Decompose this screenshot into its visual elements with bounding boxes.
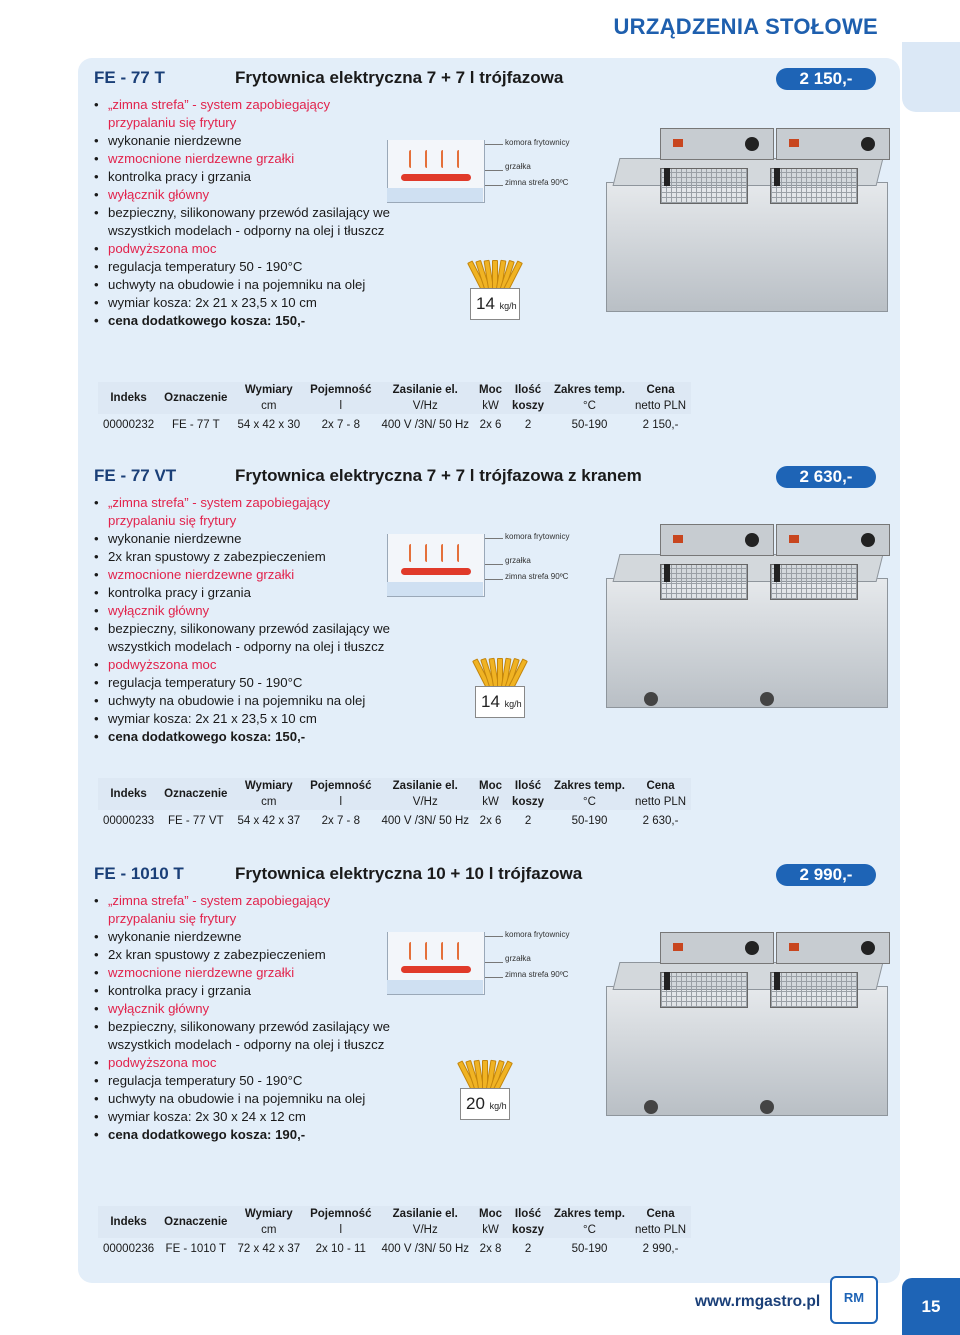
product-title: Frytownica elektryczna 7 + 7 l trójfazowa z kranem bbox=[235, 466, 642, 485]
heat-wave-icon bbox=[425, 942, 431, 960]
feature-list bbox=[94, 96, 390, 330]
cell-designation: FE - 1010 T bbox=[165, 1243, 227, 1255]
product-title: Frytownica elektryczna 7 + 7 l trójfazowa bbox=[235, 68, 564, 87]
feature-item: • wyłącznik główny bbox=[94, 602, 390, 620]
side-accent bbox=[902, 42, 960, 112]
cell-power: 2x 6 bbox=[479, 419, 502, 431]
col-temp: Zakres temp. bbox=[554, 780, 625, 792]
table-row bbox=[98, 1238, 691, 1260]
heater-shape bbox=[401, 966, 471, 973]
heat-wave-icon bbox=[409, 150, 415, 168]
capacity-label: 20 kg/h bbox=[466, 1094, 507, 1113]
fries-capacity-icon bbox=[450, 1050, 522, 1120]
cell-temp: 50-190 bbox=[571, 1243, 608, 1255]
header-tab bbox=[610, 0, 960, 48]
cell-power: 2x 8 bbox=[479, 1243, 502, 1255]
unit-power: kW bbox=[482, 796, 499, 808]
leader-line bbox=[485, 185, 503, 186]
unit-dims: cm bbox=[261, 796, 277, 808]
col-dims: Wymiary bbox=[244, 384, 293, 396]
heat-wave-icon bbox=[425, 150, 431, 168]
cold-zone-label: zimna strefa 90ºC bbox=[505, 178, 569, 187]
cold-zone-shape bbox=[387, 582, 483, 596]
unit-power-supply: V/Hz bbox=[412, 400, 438, 412]
col-capacity: Pojemność bbox=[310, 1208, 372, 1220]
heat-wave-icon bbox=[441, 150, 447, 168]
col-designation: Oznaczenie bbox=[164, 1216, 228, 1228]
fryer-product-image bbox=[600, 128, 902, 316]
feature-item: • kontrolka pracy i grzania bbox=[94, 584, 390, 602]
unit-power-supply: V/Hz bbox=[412, 796, 438, 808]
spec-table bbox=[98, 1206, 691, 1260]
leader-line bbox=[485, 564, 503, 565]
cell-power: 2x 6 bbox=[479, 815, 502, 827]
heat-wave-icon bbox=[457, 544, 463, 562]
fry-basket bbox=[660, 564, 748, 600]
feature-item: • uchwyty na obudowie i na pojemniku na olej bbox=[94, 1090, 390, 1108]
table-row bbox=[98, 414, 691, 436]
feature-item: • wzmocnione nierdzewne grzałki bbox=[94, 150, 390, 168]
control-panel bbox=[776, 524, 890, 556]
unit-baskets: koszy bbox=[512, 796, 545, 808]
fryer-product-image bbox=[600, 524, 902, 712]
capacity-label: 14 kg/h bbox=[476, 294, 517, 313]
indicator-lamp-icon bbox=[789, 139, 799, 147]
fry-basket bbox=[770, 972, 858, 1008]
chamber-label: komora frytownicy bbox=[505, 930, 570, 939]
feature-item: • uchwyty na obudowie i na pojemniku na olej bbox=[94, 276, 390, 294]
basket-handle bbox=[774, 168, 780, 186]
heat-wave-icon bbox=[457, 942, 463, 960]
indicator-lamp-icon bbox=[673, 535, 683, 543]
heater-label: grzałka bbox=[505, 954, 531, 963]
indicator-lamp-icon bbox=[673, 943, 683, 951]
feature-item: • wykonanie nierdzewne bbox=[94, 928, 390, 946]
feature-item: • wyłącznik główny bbox=[94, 1000, 390, 1018]
feature-item: • bezpieczny, silikonowany przewód zasilający we bbox=[94, 204, 390, 222]
cell-designation: FE - 77 VT bbox=[168, 815, 224, 827]
feature-item: przypalaniu się frytury bbox=[108, 911, 237, 926]
feature-item: • wymiar kosza: 2x 21 x 23,5 x 10 cm bbox=[94, 294, 390, 312]
cell-dims: 54 x 42 x 37 bbox=[237, 815, 301, 827]
fry-basket bbox=[660, 168, 748, 204]
cell-dims: 72 x 42 x 37 bbox=[237, 1243, 301, 1255]
col-power-supply: Zasilanie el. bbox=[392, 1208, 458, 1220]
unit-price: netto PLN bbox=[634, 400, 687, 412]
feature-item: • wykonanie nierdzewne bbox=[94, 530, 390, 548]
feature-item: • wymiar kosza: 2x 21 x 23,5 x 10 cm bbox=[94, 710, 390, 728]
unit-price: netto PLN bbox=[634, 1224, 687, 1236]
col-dims: Wymiary bbox=[244, 780, 293, 792]
cell-power-supply: 400 V /3N/ 50 Hz bbox=[381, 1243, 470, 1255]
col-capacity: Pojemność bbox=[310, 780, 372, 792]
heater-shape bbox=[401, 174, 471, 181]
cell-power-supply: 400 V /3N/ 50 Hz bbox=[381, 815, 470, 827]
control-panel bbox=[776, 128, 890, 160]
basket-handle bbox=[664, 168, 670, 186]
leader-line bbox=[485, 579, 503, 580]
feature-item: • 2x kran spustowy z zabezpieczeniem bbox=[94, 548, 390, 566]
indicator-lamp-icon bbox=[789, 535, 799, 543]
feature-item: • 2x kran spustowy z zabezpieczeniem bbox=[94, 946, 390, 964]
feature-item: • regulacja temperatury 50 - 190°C bbox=[94, 1072, 390, 1090]
col-index: Indeks bbox=[110, 1216, 147, 1228]
control-panel bbox=[776, 932, 890, 964]
feature-item: • cena dodatkowego kosza: 150,- bbox=[94, 312, 390, 330]
category-title: URZĄDZENIA STOŁOWE bbox=[613, 14, 878, 39]
col-price: Cena bbox=[646, 780, 675, 792]
price-badge: 2 150,- bbox=[776, 68, 876, 90]
feature-item: • wykonanie nierdzewne bbox=[94, 132, 390, 150]
col-power: Moc bbox=[479, 1208, 503, 1220]
cold-zone-label: zimna strefa 90ºC bbox=[505, 572, 569, 581]
feature-item: przypalaniu się frytury bbox=[108, 115, 237, 130]
unit-temp: °C bbox=[583, 1224, 596, 1236]
feature-item: wszystkich modelach - odporny na olej i tłuszcz bbox=[108, 1037, 385, 1052]
cell-price: 2 990,- bbox=[642, 1243, 679, 1255]
feature-item: • regulacja temperatury 50 - 190°C bbox=[94, 258, 390, 276]
feature-item: • wymiar kosza: 2x 30 x 24 x 12 cm bbox=[94, 1108, 390, 1126]
fryer-product-image bbox=[600, 932, 902, 1120]
feature-list bbox=[94, 892, 390, 1144]
cell-capacity: 2x 7 - 8 bbox=[321, 419, 360, 431]
control-panel bbox=[660, 524, 774, 556]
indicator-lamp-icon bbox=[789, 943, 799, 951]
heat-wave-icon bbox=[441, 544, 447, 562]
unit-dims: cm bbox=[261, 400, 277, 412]
product-title: Frytownica elektryczna 10 + 10 l trójfazowa bbox=[235, 864, 583, 883]
cell-dims: 54 x 42 x 30 bbox=[237, 419, 301, 431]
cell-capacity: 2x 7 - 8 bbox=[321, 815, 360, 827]
heat-wave-icon bbox=[425, 544, 431, 562]
unit-capacity: l bbox=[339, 796, 343, 808]
col-index: Indeks bbox=[110, 392, 147, 404]
col-index: Indeks bbox=[110, 788, 147, 800]
basket-handle bbox=[664, 972, 670, 990]
table-header-row bbox=[98, 382, 691, 398]
col-baskets: Ilość bbox=[514, 1208, 542, 1220]
fries-capacity-icon bbox=[460, 250, 532, 320]
unit-baskets: koszy bbox=[512, 400, 545, 412]
feature-item: • kontrolka pracy i grzania bbox=[94, 982, 390, 1000]
chamber-label: komora frytownicy bbox=[505, 532, 570, 541]
feature-item: • uchwyty na obudowie i na pojemniku na olej bbox=[94, 692, 390, 710]
leader-line bbox=[485, 962, 503, 963]
unit-temp: °C bbox=[583, 796, 596, 808]
price-badge: 2 990,- bbox=[776, 864, 876, 886]
heat-wave-icon bbox=[457, 150, 463, 168]
heat-wave-icon bbox=[409, 544, 415, 562]
unit-dims: cm bbox=[261, 1224, 277, 1236]
cell-baskets: 2 bbox=[524, 419, 532, 431]
chamber-label: komora frytownicy bbox=[505, 138, 570, 147]
cold-zone-label: zimna strefa 90ºC bbox=[505, 970, 569, 979]
cold-zone-diagram bbox=[387, 932, 597, 1002]
basket-handle bbox=[774, 972, 780, 990]
heater-label: grzałka bbox=[505, 162, 531, 171]
col-price: Cena bbox=[646, 1208, 675, 1220]
col-baskets: Ilość bbox=[514, 384, 542, 396]
cell-designation: FE - 77 T bbox=[171, 419, 220, 431]
cold-zone-diagram bbox=[387, 140, 597, 210]
table-header-row bbox=[98, 1206, 691, 1222]
feature-item: • cena dodatkowego kosza: 150,- bbox=[94, 728, 390, 746]
cell-index: 00000232 bbox=[103, 419, 155, 431]
cell-capacity: 2x 10 - 11 bbox=[315, 1243, 366, 1255]
table-row bbox=[98, 810, 691, 832]
cold-zone-shape bbox=[387, 980, 483, 994]
feature-list bbox=[94, 494, 390, 746]
brand-logo bbox=[830, 1276, 878, 1324]
drain-tap-icon bbox=[760, 1100, 774, 1114]
cold-zone-shape bbox=[387, 188, 483, 202]
leader-line bbox=[485, 936, 503, 937]
cell-index: 00000233 bbox=[103, 815, 155, 827]
col-power: Moc bbox=[479, 780, 503, 792]
knob-icon bbox=[745, 533, 759, 547]
col-temp: Zakres temp. bbox=[554, 384, 625, 396]
col-price: Cena bbox=[646, 384, 675, 396]
fry-basket bbox=[660, 972, 748, 1008]
col-baskets: Ilość bbox=[514, 780, 542, 792]
feature-item: • wzmocnione nierdzewne grzałki bbox=[94, 964, 390, 982]
unit-capacity: l bbox=[339, 1224, 343, 1236]
unit-capacity: l bbox=[339, 400, 343, 412]
indicator-lamp-icon bbox=[673, 139, 683, 147]
feature-item: • bezpieczny, silikonowany przewód zasilający we bbox=[94, 1018, 390, 1036]
cell-temp: 50-190 bbox=[571, 815, 608, 827]
feature-item: • podwyższona moc bbox=[94, 240, 390, 258]
fry-basket bbox=[770, 564, 858, 600]
leader-line bbox=[485, 170, 503, 171]
fry-basket bbox=[770, 168, 858, 204]
feature-item: • wyłącznik główny bbox=[94, 186, 390, 204]
unit-power: kW bbox=[482, 400, 499, 412]
cell-baskets: 2 bbox=[524, 1243, 532, 1255]
spec-table bbox=[98, 382, 691, 436]
knob-icon bbox=[745, 941, 759, 955]
page-number: 15 bbox=[902, 1278, 960, 1335]
feature-item: • „zimna strefa” - system zapobiegający bbox=[94, 494, 390, 512]
cell-power-supply: 400 V /3N/ 50 Hz bbox=[381, 419, 470, 431]
feature-item: przypalaniu się frytury bbox=[108, 513, 237, 528]
website-link[interactable]: www.rmgastro.pl bbox=[695, 1293, 821, 1310]
col-capacity: Pojemność bbox=[310, 384, 372, 396]
cell-baskets: 2 bbox=[524, 815, 532, 827]
feature-item: wszystkich modelach - odporny na olej i tłuszcz bbox=[108, 223, 385, 238]
col-power: Moc bbox=[479, 384, 503, 396]
heat-wave-icon bbox=[409, 942, 415, 960]
leader-line bbox=[485, 538, 503, 539]
feature-item: • „zimna strefa” - system zapobiegający bbox=[94, 96, 390, 114]
spec-table bbox=[98, 778, 691, 832]
product-code: FE - 77 T bbox=[94, 68, 165, 87]
knob-icon bbox=[745, 137, 759, 151]
unit-baskets: koszy bbox=[512, 1224, 545, 1236]
feature-item: • bezpieczny, silikonowany przewód zasilający we bbox=[94, 620, 390, 638]
cell-index: 00000236 bbox=[103, 1243, 155, 1255]
col-power-supply: Zasilanie el. bbox=[392, 384, 458, 396]
unit-price: netto PLN bbox=[634, 796, 687, 808]
knob-icon bbox=[861, 137, 875, 151]
price-badge: 2 630,- bbox=[776, 466, 876, 488]
capacity-label: 14 kg/h bbox=[481, 692, 522, 711]
basket-handle bbox=[664, 564, 670, 582]
control-panel bbox=[660, 932, 774, 964]
product-code: FE - 77 VT bbox=[94, 466, 177, 485]
unit-power-supply: V/Hz bbox=[412, 1224, 438, 1236]
drain-tap-icon bbox=[644, 692, 658, 706]
col-designation: Oznaczenie bbox=[164, 392, 228, 404]
knob-icon bbox=[861, 533, 875, 547]
col-temp: Zakres temp. bbox=[554, 1208, 625, 1220]
feature-item: • kontrolka pracy i grzania bbox=[94, 168, 390, 186]
col-designation: Oznaczenie bbox=[164, 788, 228, 800]
feature-item: • regulacja temperatury 50 - 190°C bbox=[94, 674, 390, 692]
leader-line bbox=[485, 977, 503, 978]
heat-wave-icon bbox=[441, 942, 447, 960]
control-panel bbox=[660, 128, 774, 160]
table-header-row bbox=[98, 778, 691, 794]
unit-temp: °C bbox=[583, 400, 596, 412]
col-dims: Wymiary bbox=[244, 1208, 293, 1220]
drain-tap-icon bbox=[760, 692, 774, 706]
cell-price: 2 630,- bbox=[642, 815, 679, 827]
col-power-supply: Zasilanie el. bbox=[392, 780, 458, 792]
feature-item: wszystkich modelach - odporny na olej i tłuszcz bbox=[108, 639, 385, 654]
fries-capacity-icon bbox=[465, 648, 537, 718]
feature-item: • podwyższona moc bbox=[94, 1054, 390, 1072]
product-code: FE - 1010 T bbox=[94, 864, 184, 883]
basket-handle bbox=[774, 564, 780, 582]
leader-line bbox=[485, 144, 503, 145]
heater-shape bbox=[401, 568, 471, 575]
cell-temp: 50-190 bbox=[571, 419, 608, 431]
cold-zone-diagram bbox=[387, 534, 597, 604]
feature-item: • „zimna strefa” - system zapobiegający bbox=[94, 892, 390, 910]
unit-power: kW bbox=[482, 1224, 499, 1236]
feature-item: • podwyższona moc bbox=[94, 656, 390, 674]
cell-price: 2 150,- bbox=[642, 419, 679, 431]
drain-tap-icon bbox=[644, 1100, 658, 1114]
heater-label: grzałka bbox=[505, 556, 531, 565]
knob-icon bbox=[861, 941, 875, 955]
feature-item: • wzmocnione nierdzewne grzałki bbox=[94, 566, 390, 584]
feature-item: • cena dodatkowego kosza: 190,- bbox=[94, 1126, 390, 1144]
